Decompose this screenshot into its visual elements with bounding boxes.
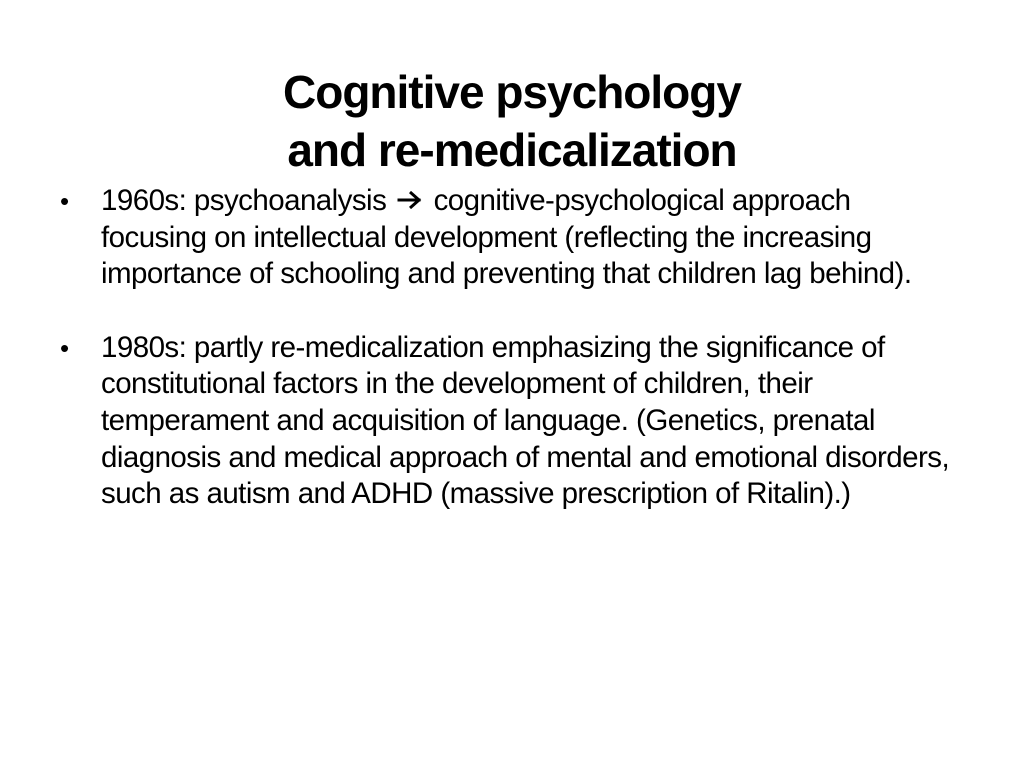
title-line-2: and re-medicalization bbox=[287, 123, 737, 176]
right-arrow-icon bbox=[397, 189, 423, 211]
bullet-marker: • bbox=[60, 332, 69, 363]
bullet-item-1960s bbox=[58, 183, 958, 293]
bullet-text-1960s-end: cognitive-psychological approach focusing on intellectual development (reflecting the increasing importance of schooling and preventing that children lag behind). bbox=[101, 184, 912, 291]
bullet-text-1960s-start: 1960s: psychoanalysis bbox=[101, 184, 387, 217]
bullet-text-1980s: 1980s: partly re-medicalization emphasizing the significance of constitutional factors in the development of children, their temperament and acquisition of language. (Genetics, prenatal diagnosis and medical approach of mental and emotional disorders, such as autism and ADHD (massive prescription of Ritalin).) bbox=[101, 330, 950, 511]
bullet-item-1980s bbox=[58, 330, 958, 513]
slide-title bbox=[0, 63, 1024, 179]
bullet-list bbox=[58, 183, 958, 513]
title-line-1: Cognitive psychology bbox=[283, 65, 741, 118]
bullet-marker: • bbox=[60, 186, 69, 216]
